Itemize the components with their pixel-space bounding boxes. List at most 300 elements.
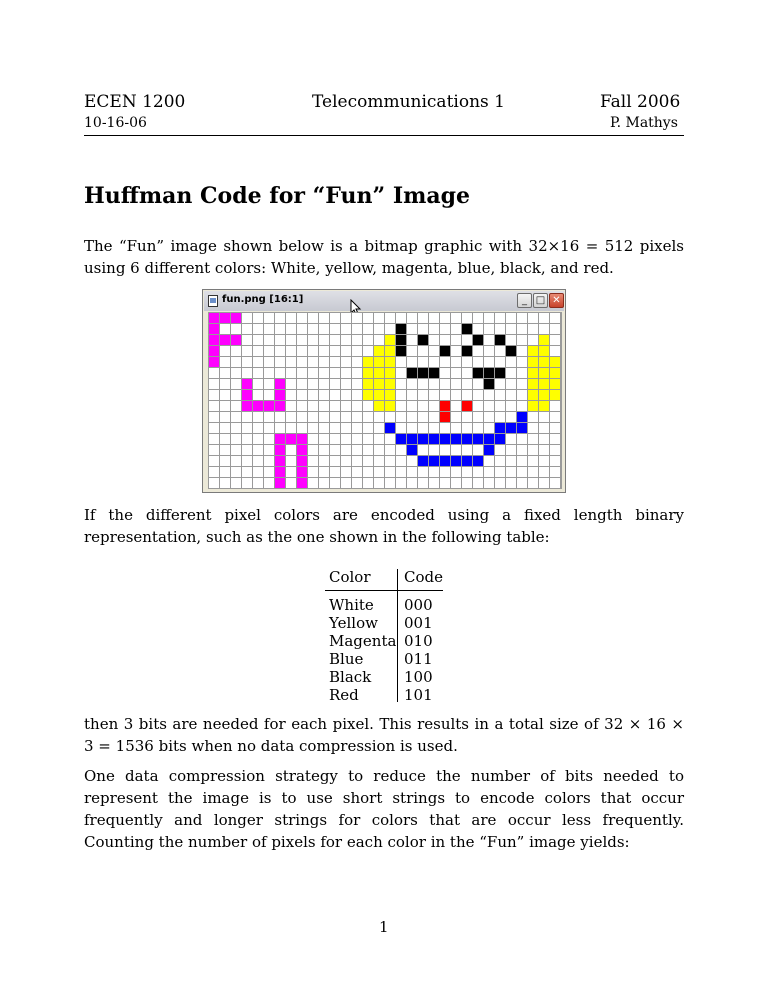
pixel-cell xyxy=(297,379,307,389)
pixel-cell xyxy=(539,335,549,345)
pixel-cell xyxy=(264,423,274,433)
pixel-cell xyxy=(440,467,450,477)
pixel-cell xyxy=(352,324,362,334)
pixel-cell xyxy=(374,368,384,378)
pixel-cell xyxy=(407,368,417,378)
pixel-cell xyxy=(396,434,406,444)
pixel-image xyxy=(208,312,562,489)
pixel-cell xyxy=(440,313,450,323)
pixel-cell xyxy=(231,445,241,455)
pixel-cell xyxy=(374,445,384,455)
pixel-cell xyxy=(495,467,505,477)
pixel-cell xyxy=(264,401,274,411)
pixel-cell xyxy=(286,324,296,334)
pixel-cell xyxy=(506,434,516,444)
image-file-icon xyxy=(208,295,218,307)
pixel-cell xyxy=(484,313,494,323)
pixel-cell xyxy=(297,357,307,367)
pixel-cell xyxy=(429,324,439,334)
pixel-cell xyxy=(451,401,461,411)
pixel-cell xyxy=(286,412,296,422)
pixel-cell xyxy=(341,335,351,345)
pixel-cell xyxy=(308,313,318,323)
pixel-cell xyxy=(550,445,560,455)
pixel-cell xyxy=(539,379,549,389)
pixel-cell xyxy=(264,313,274,323)
course-title: Telecommunications 1 xyxy=(312,92,505,112)
pixel-cell xyxy=(330,423,340,433)
pixel-cell xyxy=(308,379,318,389)
pixel-cell xyxy=(385,456,395,466)
pixel-cell xyxy=(407,335,417,345)
pixel-cell xyxy=(462,324,472,334)
pixel-cell xyxy=(374,401,384,411)
close-button[interactable]: ✕ xyxy=(549,293,564,308)
pixel-cell xyxy=(385,412,395,422)
pixel-cell xyxy=(220,324,230,334)
pixel-cell xyxy=(374,390,384,400)
pixel-cell xyxy=(385,401,395,411)
pixel-cell xyxy=(319,368,329,378)
pixel-cell xyxy=(407,346,417,356)
pixel-cell xyxy=(451,467,461,477)
pixel-cell xyxy=(462,401,472,411)
pixel-cell xyxy=(440,412,450,422)
pixel-cell xyxy=(539,324,549,334)
pixel-cell xyxy=(462,445,472,455)
pixel-cell xyxy=(352,335,362,345)
pixel-cell xyxy=(264,368,274,378)
pixel-cell xyxy=(286,478,296,488)
pixel-cell xyxy=(484,368,494,378)
pixel-cell xyxy=(242,412,252,422)
fixed-length-paragraph: If the different pixel colors are encoded using a fixed length binary representation, such as the one shown in the following table: xyxy=(84,506,684,546)
pixel-cell xyxy=(319,357,329,367)
pixel-cell xyxy=(462,478,472,488)
pixel-cell xyxy=(308,368,318,378)
pixel-cell xyxy=(363,412,373,422)
pixel-cell xyxy=(506,423,516,433)
pixel-cell xyxy=(528,478,538,488)
pixel-cell xyxy=(451,368,461,378)
pixel-cell xyxy=(220,401,230,411)
header-rule xyxy=(84,135,684,136)
pixel-cell xyxy=(297,456,307,466)
pixel-cell xyxy=(319,401,329,411)
pixel-cell xyxy=(517,434,527,444)
pixel-cell xyxy=(209,313,219,323)
pixel-cell xyxy=(275,478,285,488)
pixel-cell xyxy=(341,357,351,367)
pixel-cell xyxy=(308,467,318,477)
pixel-cell xyxy=(495,324,505,334)
pixel-cell xyxy=(495,412,505,422)
pixel-cell xyxy=(495,379,505,389)
table-header-code: Code xyxy=(404,568,443,586)
pixel-cell xyxy=(330,335,340,345)
pixel-cell xyxy=(297,401,307,411)
table-header-color: Color xyxy=(329,568,371,586)
pixel-cell xyxy=(528,401,538,411)
pixel-cell xyxy=(473,390,483,400)
pixel-cell xyxy=(517,445,527,455)
pixel-cell xyxy=(242,423,252,433)
pixel-cell xyxy=(242,456,252,466)
pixel-cell xyxy=(506,401,516,411)
pixel-cell xyxy=(385,324,395,334)
intro-paragraph: The “Fun” image shown below is a bitmap graphic with 32×16 = 512 pixels using 6 different colors: White, yellow, magenta, blue, black, and red. xyxy=(84,237,684,277)
pixel-cell xyxy=(495,445,505,455)
pixel-cell xyxy=(363,423,373,433)
pixel-cell xyxy=(440,401,450,411)
pixel-cell xyxy=(429,434,439,444)
pixel-cell xyxy=(330,445,340,455)
pixel-cell xyxy=(264,357,274,367)
pixel-cell xyxy=(231,335,241,345)
pixel-cell xyxy=(385,335,395,345)
pixel-cell xyxy=(231,379,241,389)
pixel-cell xyxy=(473,412,483,422)
pixel-cell xyxy=(319,467,329,477)
pixel-cell xyxy=(242,368,252,378)
pixel-cell xyxy=(330,313,340,323)
pixel-cell xyxy=(385,357,395,367)
pixel-cell xyxy=(330,456,340,466)
pixel-cell xyxy=(429,423,439,433)
pixel-cell xyxy=(517,423,527,433)
pixel-cell xyxy=(517,401,527,411)
pixel-cell xyxy=(242,335,252,345)
pixel-cell xyxy=(528,390,538,400)
pixel-cell xyxy=(286,368,296,378)
pixel-cell xyxy=(341,379,351,389)
pixel-cell xyxy=(385,313,395,323)
pixel-cell xyxy=(308,401,318,411)
pixel-cell xyxy=(550,357,560,367)
pixel-cell xyxy=(253,401,263,411)
pixel-cell xyxy=(440,456,450,466)
pixel-cell xyxy=(495,456,505,466)
pixel-cell xyxy=(429,390,439,400)
pixel-cell xyxy=(231,467,241,477)
pixel-cell xyxy=(231,313,241,323)
pixel-cell xyxy=(550,434,560,444)
pixel-cell xyxy=(275,390,285,400)
pixel-cell xyxy=(220,379,230,389)
pixel-cell xyxy=(429,335,439,345)
pixel-cell xyxy=(418,467,428,477)
pixel-cell xyxy=(209,346,219,356)
pixel-cell xyxy=(253,313,263,323)
pixel-cell xyxy=(308,445,318,455)
pixel-cell xyxy=(308,357,318,367)
pixel-cell xyxy=(385,368,395,378)
pixel-cell xyxy=(473,313,483,323)
pixel-cell xyxy=(374,434,384,444)
pixel-cell xyxy=(462,335,472,345)
pixel-cell xyxy=(440,445,450,455)
pixel-cell xyxy=(484,379,494,389)
pixel-cell xyxy=(352,379,362,389)
pixel-cell xyxy=(506,324,516,334)
pixel-cell xyxy=(473,445,483,455)
pixel-cell xyxy=(231,456,241,466)
pixel-cell xyxy=(484,423,494,433)
pixel-cell xyxy=(451,412,461,422)
pixel-cell xyxy=(506,313,516,323)
pixel-cell xyxy=(330,346,340,356)
pixel-cell xyxy=(231,390,241,400)
pixel-cell xyxy=(341,412,351,422)
pixel-cell xyxy=(220,368,230,378)
pixel-cell xyxy=(429,357,439,367)
pixel-cell xyxy=(253,478,263,488)
pixel-cell xyxy=(396,335,406,345)
pixel-cell xyxy=(429,346,439,356)
pixel-cell xyxy=(440,434,450,444)
pixel-cell xyxy=(418,346,428,356)
window-titlebar[interactable] xyxy=(204,291,564,311)
pixel-cell xyxy=(418,445,428,455)
pixel-cell xyxy=(451,456,461,466)
pixel-cell xyxy=(363,379,373,389)
pixel-cell xyxy=(407,401,417,411)
pixel-cell xyxy=(363,401,373,411)
pixel-cell xyxy=(330,379,340,389)
pixel-cell xyxy=(341,324,351,334)
pixel-cell xyxy=(451,324,461,334)
pixel-cell xyxy=(363,357,373,367)
pixel-cell xyxy=(418,478,428,488)
pixel-cell xyxy=(396,478,406,488)
pixel-cell xyxy=(297,368,307,378)
table-cell-color: Magenta xyxy=(329,632,397,650)
pixel-cell xyxy=(484,324,494,334)
pixel-cell xyxy=(319,423,329,433)
pixel-cell xyxy=(286,313,296,323)
pixel-cell xyxy=(330,324,340,334)
pixel-cell xyxy=(517,478,527,488)
pixel-cell xyxy=(473,456,483,466)
pixel-cell xyxy=(209,368,219,378)
pixel-cell xyxy=(286,434,296,444)
pixel-cell xyxy=(407,313,417,323)
pixel-cell xyxy=(253,434,263,444)
maximize-button[interactable]: □ xyxy=(533,293,548,308)
pixel-cell xyxy=(418,390,428,400)
pixel-cell xyxy=(418,401,428,411)
pixel-cell xyxy=(308,478,318,488)
pixel-cell xyxy=(473,335,483,345)
pixel-cell xyxy=(220,313,230,323)
pixel-cell xyxy=(418,412,428,422)
pixel-cell xyxy=(220,423,230,433)
pixel-cell xyxy=(363,324,373,334)
minimize-button[interactable]: _ xyxy=(517,293,532,308)
pixel-cell xyxy=(341,467,351,477)
pixel-cell xyxy=(418,313,428,323)
pixel-cell xyxy=(209,412,219,422)
pixel-cell xyxy=(451,313,461,323)
pixel-cell xyxy=(550,313,560,323)
pixel-cell xyxy=(264,434,274,444)
term-label: Fall 2006 xyxy=(600,92,681,112)
pixel-cell xyxy=(341,368,351,378)
pixel-cell xyxy=(451,445,461,455)
pixel-cell xyxy=(407,423,417,433)
pixel-cell xyxy=(396,324,406,334)
pixel-cell xyxy=(297,467,307,477)
pixel-cell xyxy=(264,346,274,356)
pixel-cell xyxy=(330,467,340,477)
pixel-cell xyxy=(440,346,450,356)
pixel-cell xyxy=(220,335,230,345)
pixel-cell xyxy=(264,412,274,422)
pixel-cell xyxy=(275,335,285,345)
pixel-cell xyxy=(550,401,560,411)
pixel-cell xyxy=(253,390,263,400)
pixel-cell xyxy=(286,456,296,466)
pixel-cell xyxy=(275,401,285,411)
pixel-cell xyxy=(209,390,219,400)
pixel-cell xyxy=(440,379,450,389)
pixel-cell xyxy=(275,357,285,367)
pixel-cell xyxy=(253,445,263,455)
pixel-cell xyxy=(506,368,516,378)
pixel-cell xyxy=(473,357,483,367)
pixel-cell xyxy=(440,390,450,400)
pixel-cell xyxy=(341,423,351,433)
pixel-cell xyxy=(407,324,417,334)
pixel-cell xyxy=(429,445,439,455)
pixel-cell xyxy=(385,379,395,389)
pixel-cell xyxy=(363,445,373,455)
pixel-cell xyxy=(473,467,483,477)
pixel-cell xyxy=(220,434,230,444)
pixel-cell xyxy=(352,478,362,488)
pixel-cell xyxy=(209,467,219,477)
pixel-cell xyxy=(242,467,252,477)
pixel-cell xyxy=(451,357,461,367)
pixel-cell xyxy=(352,368,362,378)
table-cell-color: Black xyxy=(329,668,372,686)
pixel-cell xyxy=(297,478,307,488)
table-cell-code: 001 xyxy=(404,614,433,632)
pixel-cell xyxy=(506,379,516,389)
pixel-cell xyxy=(517,368,527,378)
pixel-cell xyxy=(396,467,406,477)
pixel-cell xyxy=(363,434,373,444)
pixel-cell xyxy=(242,324,252,334)
pixel-cell xyxy=(473,379,483,389)
pixel-cell xyxy=(286,401,296,411)
pixel-cell xyxy=(374,379,384,389)
pixel-cell xyxy=(209,335,219,345)
pixel-cell xyxy=(363,478,373,488)
pixel-cell xyxy=(297,390,307,400)
pixel-cell xyxy=(550,324,560,334)
pixel-cell xyxy=(264,478,274,488)
pixel-cell xyxy=(484,335,494,345)
pixel-cell xyxy=(330,401,340,411)
pixel-cell xyxy=(363,313,373,323)
pixel-cell xyxy=(374,357,384,367)
pixel-cell xyxy=(451,423,461,433)
pixel-cell xyxy=(319,412,329,422)
pixel-cell xyxy=(297,346,307,356)
pixel-cell xyxy=(385,445,395,455)
pixel-cell xyxy=(253,423,263,433)
pixel-cell xyxy=(528,467,538,477)
pixel-cell xyxy=(517,346,527,356)
pixel-cell xyxy=(418,456,428,466)
pixel-cell xyxy=(275,445,285,455)
pixel-cell xyxy=(484,456,494,466)
window-title: fun.png [16:1] xyxy=(222,294,304,305)
pixel-cell xyxy=(209,357,219,367)
pixel-cell xyxy=(495,313,505,323)
pixel-cell xyxy=(429,379,439,389)
pixel-cell xyxy=(286,357,296,367)
pixel-cell xyxy=(528,434,538,444)
pixel-cell xyxy=(484,467,494,477)
pixel-cell xyxy=(418,434,428,444)
pixel-cell xyxy=(539,478,549,488)
page-number: 1 xyxy=(379,918,389,936)
pixel-cell xyxy=(231,357,241,367)
pixel-cell xyxy=(286,346,296,356)
pixel-cell xyxy=(473,401,483,411)
pixel-cell xyxy=(517,379,527,389)
pixel-cell xyxy=(407,445,417,455)
pixel-cell xyxy=(484,401,494,411)
pixel-cell xyxy=(352,445,362,455)
pixel-cell xyxy=(451,434,461,444)
pixel-cell xyxy=(220,467,230,477)
pixel-cell xyxy=(297,313,307,323)
pixel-cell xyxy=(220,390,230,400)
pixel-cell xyxy=(506,335,516,345)
pixel-cell xyxy=(242,478,252,488)
pixel-cell xyxy=(550,423,560,433)
pixel-cell xyxy=(495,346,505,356)
pixel-cell xyxy=(231,324,241,334)
pixel-cell xyxy=(440,478,450,488)
pixel-cell xyxy=(374,456,384,466)
pixel-cell xyxy=(462,390,472,400)
pixel-cell xyxy=(341,434,351,444)
pixel-cell xyxy=(418,379,428,389)
table-cell-color: Red xyxy=(329,686,359,704)
pixel-cell xyxy=(242,379,252,389)
pixel-cell xyxy=(242,313,252,323)
pixel-cell xyxy=(209,478,219,488)
pixel-cell xyxy=(506,357,516,367)
pixel-cell xyxy=(275,412,285,422)
pixel-cell xyxy=(319,390,329,400)
pixel-cell xyxy=(220,445,230,455)
pixel-cell xyxy=(429,467,439,477)
pixel-cell xyxy=(286,423,296,433)
pixel-cell xyxy=(495,390,505,400)
pixel-cell xyxy=(319,434,329,444)
pixel-cell xyxy=(385,467,395,477)
pixel-cell xyxy=(220,357,230,367)
pixel-cell xyxy=(330,368,340,378)
pixel-cell xyxy=(330,357,340,367)
pixel-cell xyxy=(396,368,406,378)
pixel-cell xyxy=(297,324,307,334)
